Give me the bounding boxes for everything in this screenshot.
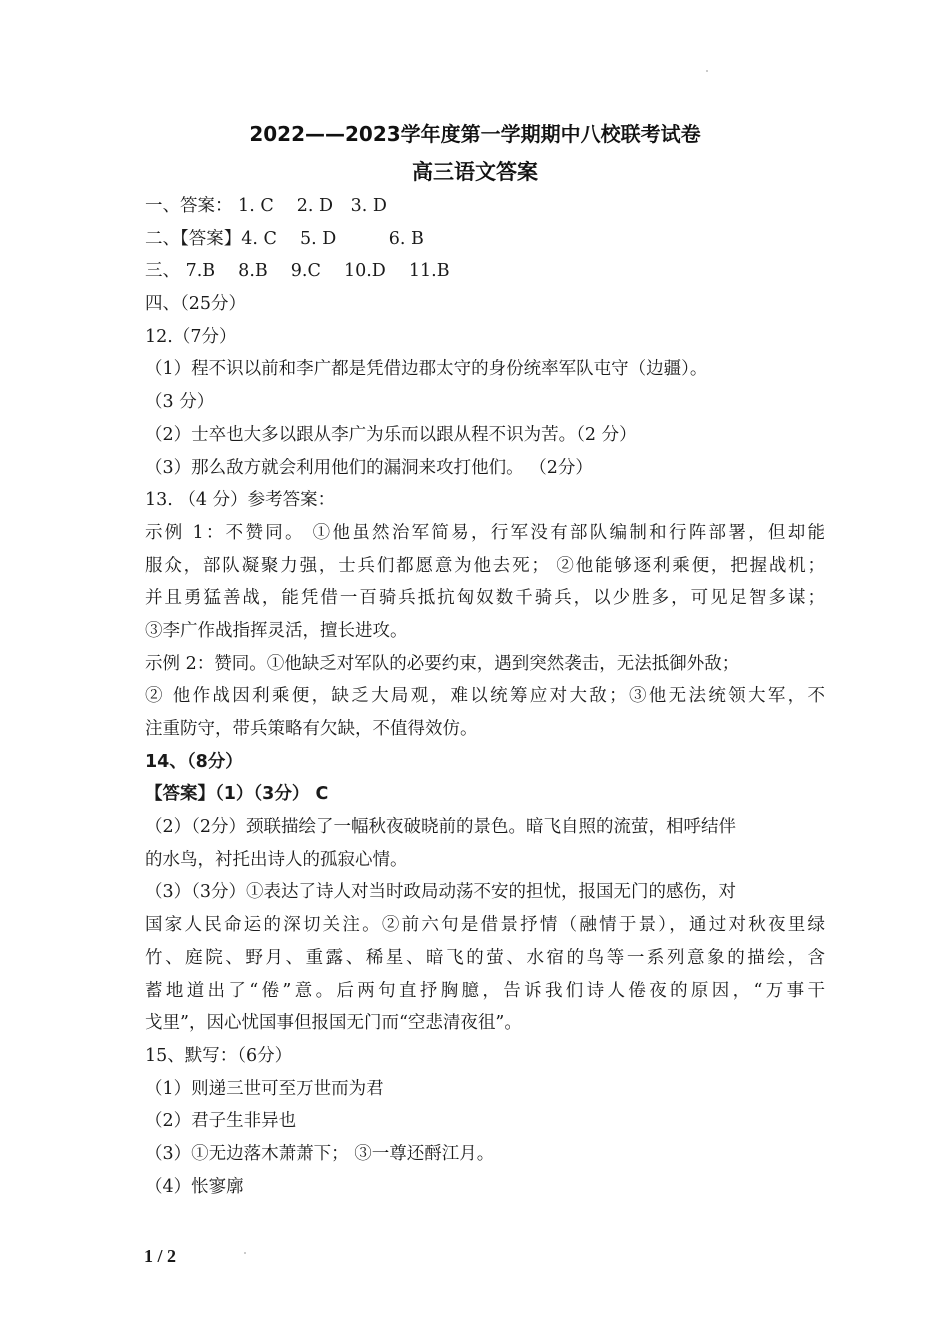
- q15-answer-1: （1）则递三世可至万世而为君: [145, 1078, 384, 1099]
- q14-answer-3-line-3: 竹、庭院、野月、重露、稀星、暗飞的萤、水宿的鸟等一系列意象的描绘，含: [145, 947, 825, 968]
- q14-heading: 14、（8分）: [145, 751, 243, 772]
- scan-speck: [706, 70, 708, 72]
- q13-heading: 13. （4 分）参考答案：: [145, 490, 336, 511]
- q12-answer-3: （3）那么敌方就会利用他们的漏洞来攻打他们。 （2分）: [145, 457, 593, 478]
- q14-answer-3-line-2: 国家人民命运的深切关注。②前六句是借景抒情（融情于景），通过对秋夜里绿: [145, 915, 825, 936]
- exam-title: 2022——2023学年度第一学期期中八校联考试卷: [249, 122, 701, 146]
- scan-speck: [244, 1252, 246, 1254]
- q14-answer-3-line-1: （3）（3分）①表达了诗人对当时政局动荡不安的担忧，报国无门的感伤，对: [145, 882, 737, 903]
- q15-answer-3: （3）①无边落木萧萧下； ③一尊还酹江月。: [145, 1143, 495, 1164]
- q15-answer-4: （4）怅寥廓: [145, 1176, 244, 1197]
- q13-example-2-line-1: 示例 2：赞同。①他缺乏对军队的必要约束，遇到突然袭击，无法抵御外敌；: [145, 653, 740, 674]
- answer-line-3: 三、 7.B 8.B 9.C 10.D 11.B: [145, 261, 450, 282]
- q14-answer-3-line-4: 蓄地道出了“倦”意。后两句直抒胸臆，告诉我们诗人倦夜的原因，“万事干: [145, 980, 825, 1001]
- answer-line-1: 一、答案： 1. C 2. D 3. D: [145, 196, 387, 216]
- q12-answer-1: （1）程不识以前和李广都是凭借边郡太守的身份统率军队屯守（边疆）。: [145, 359, 708, 380]
- q13-example-1-line-2: 服众，部队凝聚力强，士兵们都愿意为他去死； ②他能够逐利乘便，把握战机；: [145, 555, 825, 576]
- section-4-heading: 四、（25分）: [145, 294, 247, 315]
- page-number: 1 / 2: [144, 1246, 177, 1266]
- answer-body: [145, 190, 825, 1203]
- q12-answer-1-score: （3 分）: [145, 392, 215, 413]
- q13-example-1-line-4: ③李广作战指挥灵活，擅长进攻。: [145, 620, 408, 641]
- answer-line-2: 二、【答案】4. C 5. D 6. B: [145, 228, 424, 249]
- q13-example-1-line-1: 示例 1：不赞同。 ①他虽然治军简易，行军没有部队编制和行阵部署，但却能: [145, 522, 825, 543]
- q13-example-1-line-3: 并且勇猛善战，能凭借一百骑兵抵抗匈奴数千骑兵，以少胜多，可见足智多谋；: [145, 588, 825, 609]
- q14-answer-1: 【答案】（1）（3分） C: [145, 784, 329, 805]
- q12-answer-2: （2）士卒也大多以跟从李广为乐而以跟从程不识为苦。（2 分）: [145, 424, 637, 445]
- answer-subtitle: 高三语文答案: [412, 160, 538, 184]
- q14-answer-3-line-5: 戈里”，因心忧国事但报国无门而“空悲清夜徂”。: [145, 1013, 522, 1034]
- q12-heading: 12.（7分）: [145, 326, 237, 347]
- q13-example-2-line-3: 注重防守，带兵策略有欠缺，不值得效仿。: [145, 719, 478, 739]
- q13-example-2-line-2: ② 他作战因利乘便，缺乏大局观，难以统筹应对大敌；③他无法统领大军，不: [145, 686, 825, 707]
- q14-answer-2-line-2: 的水鸟，衬托出诗人的孤寂心情。: [145, 849, 408, 870]
- q14-answer-2-line-1: （2）（2分）颈联描绘了一幅秋夜破晓前的景色。暗飞自照的流萤，相呼结伴: [145, 817, 737, 838]
- q15-answer-2: （2）君子生非异也: [145, 1111, 297, 1132]
- q15-heading: 15、默写：（6分）: [145, 1045, 293, 1066]
